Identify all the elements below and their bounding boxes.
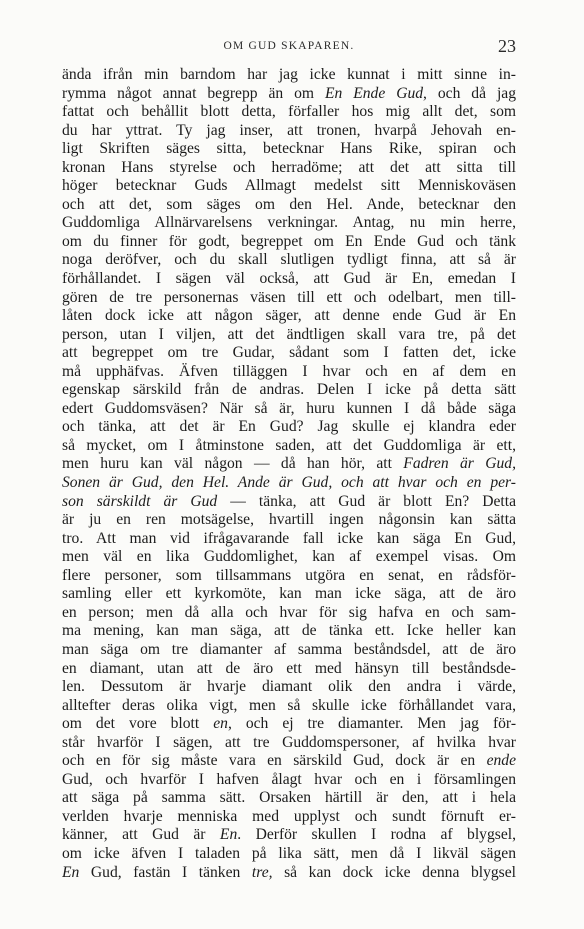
text-run: , och ej tre diamanter. Men jag för- xyxy=(227,715,516,733)
text-run: rymma något annat begrepp än om xyxy=(62,84,325,102)
italic-text: En xyxy=(62,863,80,881)
text-line xyxy=(62,845,516,864)
text-run: att säga på samma sätt. Orsaken härtill är den, att i hela xyxy=(62,789,516,807)
text-run: Gud, fastän I tänken xyxy=(79,863,252,881)
page-number: 23 xyxy=(498,36,516,56)
text-line xyxy=(62,864,516,883)
text-run: och en för sig måste vara en särskild Gud, dock är en xyxy=(62,752,487,770)
italic-text: en xyxy=(213,715,228,733)
text-line xyxy=(62,511,516,530)
text-line xyxy=(62,159,516,178)
text-line xyxy=(62,251,516,270)
text-run: och tänka, att det är En Gud? Jag skulle ej klandra eder xyxy=(62,418,516,436)
text-run: men huru kan väl någon — då han hör, att xyxy=(62,455,404,473)
text-line xyxy=(62,622,516,641)
text-line xyxy=(62,752,516,771)
text-line xyxy=(62,418,516,437)
text-line xyxy=(62,103,516,122)
text-run: om det vore blott xyxy=(62,715,214,733)
italic-text: ende xyxy=(486,752,516,770)
text-line xyxy=(62,326,516,345)
text-line xyxy=(62,122,516,141)
italic-text: En Ende Gud xyxy=(324,84,424,102)
text-run: en person; men då alla och hvar för sig hafva en och sam- xyxy=(62,603,516,621)
text-line xyxy=(62,697,516,716)
text-line xyxy=(62,270,516,289)
text-run: egenskap särskild från de andras. Delen I icke på detta sätt xyxy=(62,381,516,399)
running-head xyxy=(62,36,516,58)
text-run: att begreppet om tre Gudar, sådant som I fatten det, icke xyxy=(62,344,516,362)
text-line xyxy=(62,307,516,326)
text-line xyxy=(62,455,516,474)
text-run: en diamant, utan att de äro ett med hänsyn till beståndsde- xyxy=(62,659,516,677)
text-line xyxy=(62,585,516,604)
text-run: så mycket, om I åtminstone saden, att det Guddomliga är ett, xyxy=(62,436,516,454)
italic-text: son särskildt är Gud xyxy=(62,492,218,510)
text-line xyxy=(62,826,516,845)
text-run: Gud, och hvarför I hafven ålagt hvar och en i församlingen xyxy=(62,770,516,788)
text-line xyxy=(62,233,516,252)
text-run: person, utan I viljen, att det ändtligen skall vara tre, på det xyxy=(62,325,516,343)
text-run: och att det, som säges om den Hel. Ande, betecknar den xyxy=(62,195,516,213)
text-run: är ju en ren motsägelse, hvartill ingen någonsin kan sätta xyxy=(62,511,516,529)
italic-text: Sonen är Gud, den Hel. Ande är Gud, och att hvar och en per- xyxy=(62,474,516,492)
text-run: noga deröfver, och du skall slutligen tydligt finna, att så är xyxy=(62,251,516,269)
text-run: känner, att Gud är xyxy=(62,826,220,844)
text-run: verlden hvarje menniska med upplyst och sundt förnuft er- xyxy=(62,807,516,825)
text-run: men väl en lika Guddomlighet, kan af exempel visas. Om xyxy=(62,548,516,566)
text-run: Guddomliga Allnärvarelsens verkningar. Antag, nu min herre, xyxy=(62,214,516,232)
text-line xyxy=(62,381,516,400)
text-line xyxy=(62,363,516,382)
text-line xyxy=(62,85,516,104)
italic-text: tre, xyxy=(251,863,273,881)
text-line xyxy=(62,196,516,215)
text-run: man säga om tre diamanter af samma beståndsdel, att de äro xyxy=(62,640,516,658)
text-run: len. Dessutom är hvarje diamant olik den andra i värde, xyxy=(62,678,516,696)
text-run: edert Guddomsväsen? När så är, huru kunnen I då både säga xyxy=(62,399,516,417)
italic-text: Fadren är Gud, xyxy=(403,455,516,473)
text-line xyxy=(62,493,516,512)
text-line xyxy=(62,715,516,734)
text-run: så kan dock icke denna blygsel xyxy=(272,863,516,881)
text-line xyxy=(62,289,516,308)
text-run: om icke äfven I taladen på lika sätt, men då I likväl sägen xyxy=(62,844,516,862)
text-line xyxy=(62,140,516,159)
text-line xyxy=(62,604,516,623)
text-line xyxy=(62,530,516,549)
text-run: höger betecknar Guds Allmagt medelst sitt Menniskoväsen xyxy=(62,177,516,195)
italic-text: En xyxy=(219,826,238,844)
running-title: OM GUD SKAPAREN. xyxy=(223,40,355,52)
text-run: ma mening, kan man säga, att de tänka ett. Icke heller kan xyxy=(62,622,516,640)
text-run: du har yttrat. Ty jag inser, att tronen, hvarpå Jehovah en- xyxy=(62,121,516,139)
text-line xyxy=(62,548,516,567)
text-line xyxy=(62,344,516,363)
text-run: förhållandet. I sägen väl också, att Gud är En, emedan I xyxy=(62,270,516,288)
body-text xyxy=(62,66,516,882)
text-run: står hvarför I sägen, att tre Guddomspersoner, af hvilka hvar xyxy=(62,733,516,751)
text-run: gören de tre personernas väsen till ett och odelbart, men till- xyxy=(62,288,516,306)
text-run: — tänka, att Gud är blott En? Detta xyxy=(217,492,516,510)
text-line xyxy=(62,474,516,493)
text-run: ända ifrån min barndom har jag icke kunnat i mitt sinne in- xyxy=(62,66,516,83)
text-line xyxy=(62,660,516,679)
text-run: samling eller ett kyrkomöte, kan man icke säga, att de äro xyxy=(62,585,516,603)
text-line xyxy=(62,678,516,697)
text-line xyxy=(62,437,516,456)
text-line xyxy=(62,400,516,419)
text-line xyxy=(62,808,516,827)
text-line xyxy=(62,789,516,808)
text-run: fattat och behållit blott detta, förfaller hos mig allt det, som xyxy=(62,103,516,121)
text-line xyxy=(62,214,516,233)
text-line xyxy=(62,641,516,660)
text-run: alltefter deras olika vigt, men så skulle icke förhållandet vara, xyxy=(62,696,516,714)
text-run: tro. Att man vid ifrågavarande fall icke kan säga En Gud, xyxy=(62,529,516,547)
text-run: må upphäfvas. Äfven tilläggen I hvar och en af dem en xyxy=(62,362,516,380)
text-line xyxy=(62,771,516,790)
text-run: . Derför skullen I rodna af blygsel, xyxy=(237,826,516,844)
text-line xyxy=(62,66,516,85)
text-line xyxy=(62,734,516,753)
text-run: ligt Skriften säges sitta, betecknar Hans Rike, spiran och xyxy=(62,140,516,158)
text-run: låten dock icke att någon säger, att denne ende Gud är En xyxy=(62,307,516,325)
text-line xyxy=(62,567,516,586)
text-run: om du finner för godt, begreppet om En Ende Gud och tänk xyxy=(62,232,516,250)
text-run: , och då jag xyxy=(423,84,516,102)
text-line xyxy=(62,177,516,196)
text-run: flere personer, som tillsammans utgöra en senat, en rådsför- xyxy=(62,566,516,584)
text-run: kronan Hans styrelse och herradöme; att det att sitta till xyxy=(62,158,516,176)
